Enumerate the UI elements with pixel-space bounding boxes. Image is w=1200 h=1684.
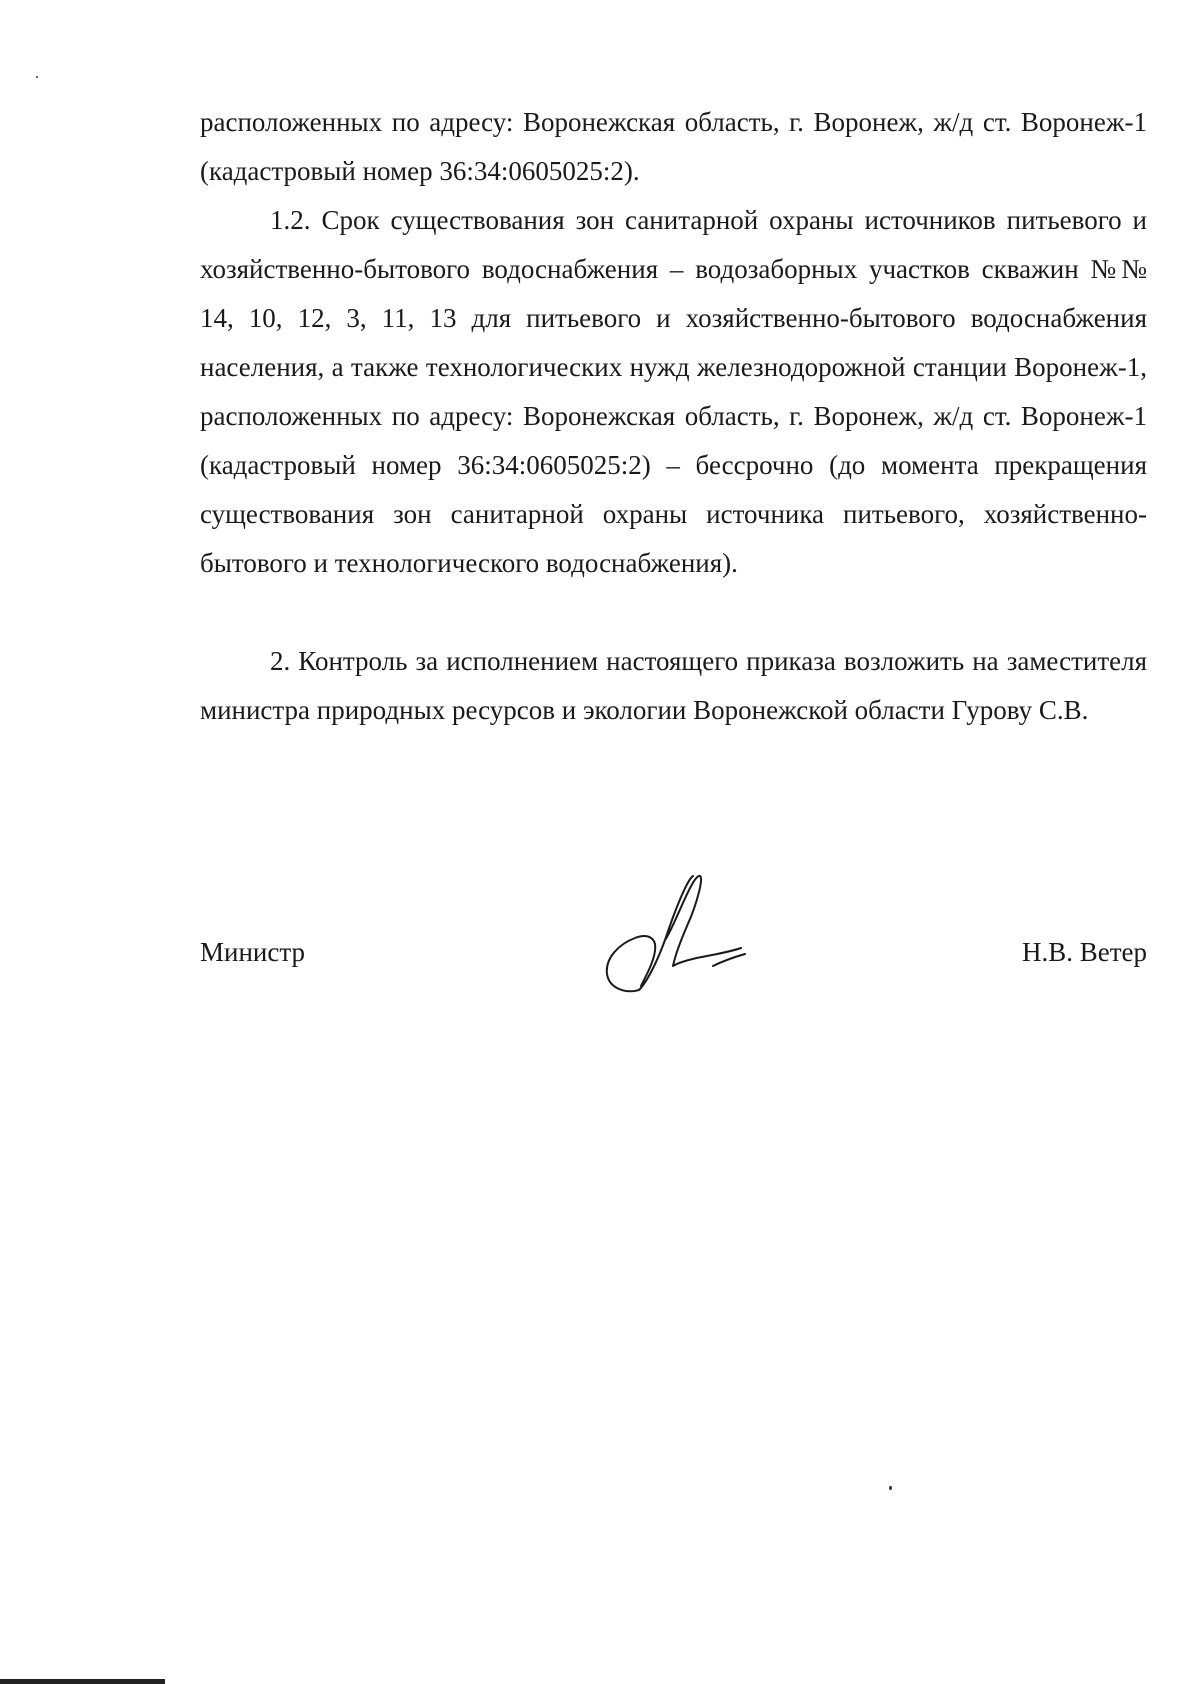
signature-block <box>200 928 1147 1038</box>
scan-speck <box>36 76 38 78</box>
scan-speck <box>889 1486 892 1490</box>
signatory-name: Н.В. Ветер <box>1021 937 1147 967</box>
paragraph-1-2-zone-duration: 1.2. Срок существования зон санитарной охраны источников питьевого и хозяйственно-бытового водоснабжения – водозаборных участков скважин №№ 14, 10, 12, 3, 11, 13 для питьевого и хозяйственно-бытового водоснабжения населения, а также технологических нужд железнодорожной станции Воронеж-1, расположенных по адресу: Воронежская область, г. Воронеж, ж/д ст. Воронеж-1 (кадастровый номер 36:34:0605025:2) – бессрочно (до момента прекращения существования зон санитарной охраны источника питьевого, хозяйственно-бытового и технологического водоснабжения). <box>200 205 1147 578</box>
handwritten-signature <box>595 870 755 1000</box>
paragraph-address-continuation: расположенных по адресу: Воронежская область, г. Воронеж, ж/д ст. Воронеж-1 (кадастровый номер 36:34:0605025:2). <box>200 107 1147 186</box>
scan-edge-artifact <box>0 1679 165 1684</box>
paragraph-2-control: 2. Контроль за исполнением настоящего приказа возложить на заместителя министра природных ресурсов и экологии Воронежской области Гурову С.В. <box>200 646 1147 725</box>
signatory-role: Министр <box>200 937 305 967</box>
